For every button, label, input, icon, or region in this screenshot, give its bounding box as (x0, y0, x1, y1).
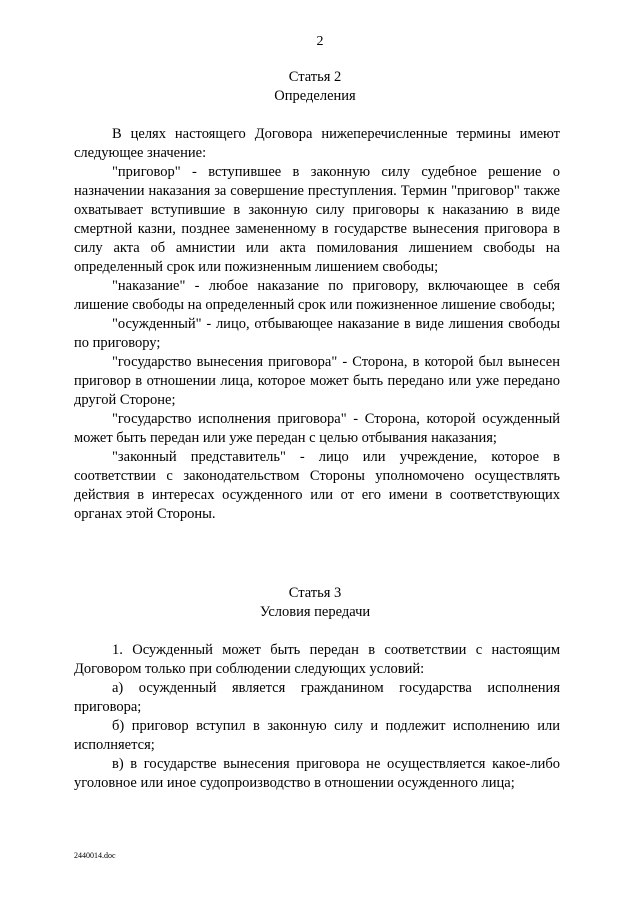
condition-c: в) в государстве вынесения приговора не осуществляется какое-либо уголовное или иное судопроизводство в отношении осужденного лица; (74, 756, 560, 791)
page-number: 2 (316, 34, 324, 49)
article-3-body (74, 641, 560, 793)
article-2-body (74, 125, 560, 524)
article-3-subtitle: Условия передачи (259, 604, 371, 620)
definition-prigovor: "приговор" - вступившее в законную силу судебное решение о назначении наказания за совершение преступления. Термин "приговор" также охватывает вступившие в законную силу приговоры к наказанию в виде смертной казни, позднее замененному в государстве вынесения приговора в силу акта об амнистии или акта помилования лишением свободы на определенный срок или пожизненным лишением свободы; (74, 164, 560, 275)
condition-b: б) приговор вступил в законную силу и подлежит исполнению или исполняется; (74, 718, 560, 753)
article-2-subtitle: Определения (274, 88, 356, 104)
definition-sentencing-state: "государство вынесения приговора" - Сторона, в которой был вынесен приговор в отношении лица, которое может быть передано или уже передано другой Стороне; (74, 354, 560, 408)
paragraph: В целях настоящего Договора нижеперечисленные термины имеют следующее значение: (74, 126, 560, 161)
definition-nakazanie: "наказание" - любое наказание по приговору, включающее в себя лишение свободы на определенный срок или пожизненное лишение свободы; (74, 278, 560, 313)
article-3-title: Статья 3 (288, 585, 342, 601)
definition-executing-state: "государство исполнения приговора" - Сторона, которой осужденный может быть передан или уже передан с целью отбывания наказания; (74, 411, 560, 446)
definition-legal-representative: "законный представитель" - лицо или учреждение, которое в соответствии с законодательством Стороны уполномочено осуществлять действия в интересах осужденного или от его имени в соответствующих органах этой Стороны. (74, 449, 560, 522)
condition-a: а) осужденный является гражданином государства исполнения приговора; (74, 680, 560, 715)
file-name-footer: 2440014.doc (74, 851, 116, 860)
definition-osuzhdenny: "осужденный" - лицо, отбывающее наказание в виде лишения свободы по приговору; (74, 316, 560, 351)
paragraph: 1. Осужденный может быть передан в соответствии с настоящим Договором только при соблюдении следующих условий: (74, 642, 560, 677)
article-2-title: Статья 2 (288, 69, 342, 85)
